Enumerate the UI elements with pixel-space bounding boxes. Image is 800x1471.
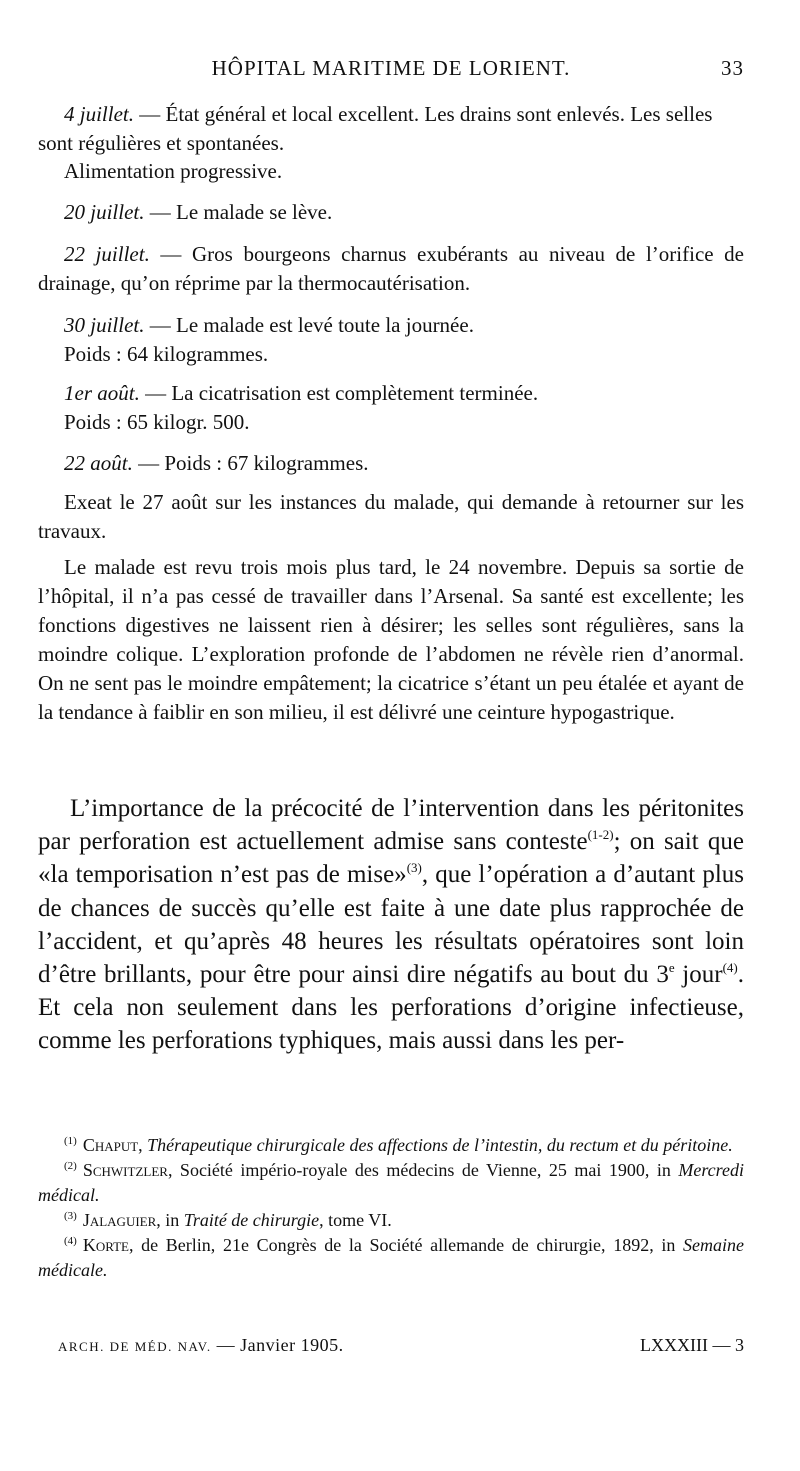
footer-journal bbox=[58, 1335, 344, 1356]
footnote-author: Schwitzler bbox=[82, 1160, 168, 1180]
entry-date: 22 août. bbox=[64, 451, 133, 475]
entry-text: Poids : 65 kilogr. 500. bbox=[64, 410, 250, 434]
paragraph-text: . Et cela non seulement dans les perforations d’origine infectieuse, comme les perforations typhiques, mais aussi dans les per- bbox=[38, 961, 744, 1055]
footnote-text: , de Berlin, 21e Congrès de la Société allemande de chirurgie, 1892, in bbox=[129, 1235, 684, 1255]
footnote-text: , bbox=[138, 1135, 148, 1155]
running-header bbox=[38, 56, 744, 86]
footnote-marker: (2) bbox=[64, 1160, 77, 1172]
entry-text: — État général et local excellent. Les drains sont enlevés. Les selles sont régulières et spontanées. bbox=[38, 102, 713, 155]
footnote-author: Korte bbox=[82, 1235, 129, 1255]
footnote-author: Chaput bbox=[82, 1135, 139, 1155]
paragraph-text: L’importance de la précocité de l’intervention dans les péritonites par perforation est actuellement admise sans conteste bbox=[38, 795, 744, 856]
footnote-marker: (4) bbox=[64, 1235, 77, 1247]
entry-30-juillet bbox=[38, 311, 744, 340]
footnote-3 bbox=[38, 1208, 744, 1233]
entry-text: — Gros bourgeons charnus exubérants au niveau de l’orifice de drainage, qu’on réprime par la thermocautérisation. bbox=[38, 242, 744, 295]
entry-date: 20 juillet. bbox=[64, 200, 145, 224]
footnote-ref: (1-2) bbox=[587, 827, 614, 843]
footnote-ref: (3) bbox=[406, 860, 422, 876]
entry-4-juillet bbox=[38, 100, 744, 158]
footnote-text: , in bbox=[156, 1210, 184, 1230]
entry-text: Le malade est revu trois mois plus tard, le 24 novembre. Depuis sa sortie de l’hôpital, il n’a pas cessé de travailler dans l’Arsenal. Sa santé est excellente; les fonctions digestives ne laissent rien à désirer; les selles sont régulières, sans la moindre colique. L’exploration profonde de l’abdomen ne révèle rien d’anormal. On ne sent pas le moindre empâtement; la cicatrice s’étant un peu étalée et ayant de la tendance à faiblir en son milieu, il est délivré une ceinture hypogastrique. bbox=[38, 555, 744, 724]
journal-abbrev: ARCH. DE MÉD. NAV. bbox=[58, 1339, 212, 1354]
entry-20-juillet bbox=[38, 198, 744, 227]
entry-date: 4 juillet. bbox=[64, 102, 134, 126]
footnote-title: Semaine médicale. bbox=[38, 1235, 744, 1280]
entry-date: 22 juillet. bbox=[64, 242, 150, 266]
entry-22-aout bbox=[38, 449, 744, 478]
entry-1er-aout bbox=[38, 379, 744, 408]
entry-poids-65 bbox=[38, 408, 744, 437]
entry-date: 30 juillet. bbox=[64, 313, 145, 337]
footnote-title: Mercredi médical. bbox=[38, 1160, 744, 1205]
footnote-ref: (4) bbox=[722, 960, 738, 976]
footnote-marker: (3) bbox=[64, 1210, 77, 1222]
footnote-4 bbox=[38, 1233, 744, 1283]
footnote-2 bbox=[38, 1158, 744, 1208]
main-paragraph bbox=[38, 792, 744, 1058]
entry-text: — Le malade se lève. bbox=[144, 200, 333, 224]
page-number: 33 bbox=[721, 56, 744, 80]
footnote-author: Jalaguier bbox=[82, 1210, 157, 1230]
entry-text: Exeat le 27 août sur les instances du malade, qui demande à retourner sur les travaux. bbox=[38, 490, 744, 543]
footnote-text: , tome VI. bbox=[319, 1210, 392, 1230]
entry-text: — Le malade est levé toute la journée. bbox=[144, 313, 474, 337]
footnote-text: , Société império-royale des médecins de Vienne, 25 mai 1900, in bbox=[167, 1160, 679, 1180]
entry-exeat bbox=[38, 488, 744, 546]
paragraph-text: ; on sait que «la temporisation n’est pas de mise» bbox=[38, 828, 744, 889]
ordinal-suffix: e bbox=[668, 960, 675, 976]
footnote-marker: (1) bbox=[64, 1135, 77, 1147]
footnote-1 bbox=[38, 1133, 744, 1158]
entry-text: — Poids : 67 kilogrammes. bbox=[132, 451, 369, 475]
entry-date: 1er août. bbox=[64, 381, 140, 405]
running-title: HÔPITAL MARITIME DE LORIENT. bbox=[211, 56, 571, 80]
footnote-title: Thérapeutique chirurgicale des affections de l’intestin, du rectum et du péritoine. bbox=[147, 1135, 733, 1155]
entry-text: Alimentation progressive. bbox=[64, 159, 283, 183]
paragraph-text: , que l’opération a d’autant plus de chances de succès qu’elle est faite à une date plus rapprochée de l’accident, et qu’après 48 heures les résultats opératoires sont loin d’être brillants, pour être pour ainsi dire négatifs au bout du 3 bbox=[38, 861, 744, 989]
footnotes bbox=[38, 1133, 744, 1283]
entry-poids-64 bbox=[38, 340, 744, 369]
paragraph-text: jour bbox=[674, 961, 723, 989]
entry-alimentation bbox=[38, 157, 744, 186]
issue-date: — Janvier 1905. bbox=[211, 1335, 344, 1355]
entry-revu bbox=[38, 553, 744, 727]
entry-22-juillet bbox=[38, 240, 744, 298]
entry-text: — La cicatrisation est complètement terminée. bbox=[139, 381, 539, 405]
entry-text: Poids : 64 kilogrammes. bbox=[64, 342, 269, 366]
footnote-title: Traité de chirurgie bbox=[183, 1210, 320, 1230]
signature-mark: LXXXIII — 3 bbox=[640, 1335, 744, 1355]
